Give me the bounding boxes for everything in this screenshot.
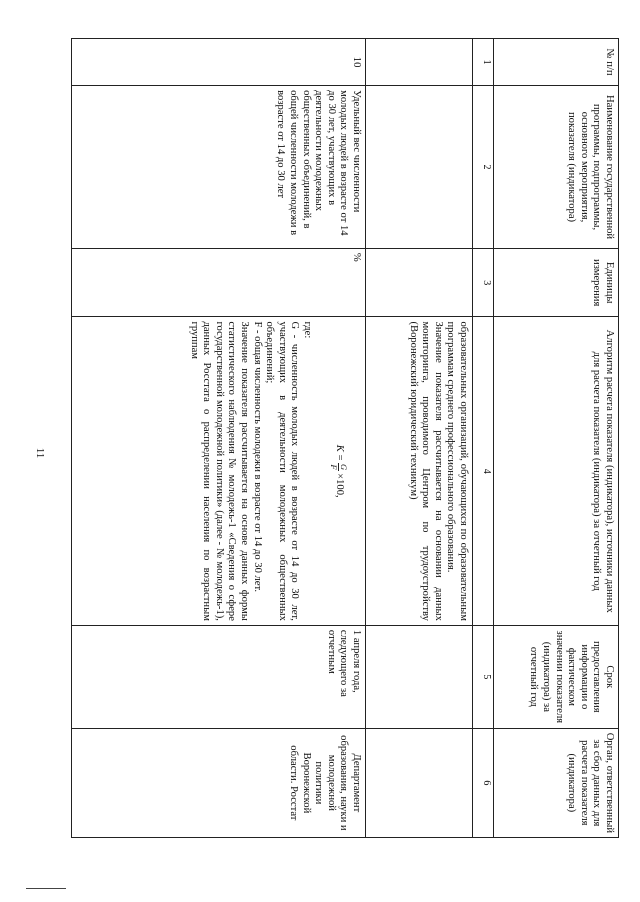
- indicator-table: [71, 38, 619, 838]
- column-numbers-row: [473, 39, 494, 838]
- formula-denominator: F: [329, 464, 339, 470]
- cell-empty: [366, 248, 473, 317]
- cell-empty: [366, 39, 473, 86]
- cell-empty: [366, 86, 473, 249]
- table-row-10: [72, 39, 366, 838]
- cell-empty: [366, 625, 473, 728]
- formula-fraction: [329, 463, 348, 471]
- header-algorithm: Алгоритм расчета показателя (индикатора), источники данных для расчета показателя (индикатора) за отчетный год: [494, 317, 619, 625]
- page-number: 11: [34, 447, 46, 459]
- header-num: № п/п: [494, 39, 619, 86]
- cell-row-number: 10: [72, 39, 366, 86]
- algorithm-line: F - общая численность молодежи в возрасте от 14 до 30 лет.: [251, 321, 263, 592]
- column-number: 2: [473, 86, 494, 249]
- cell-empty: [366, 728, 473, 837]
- cell-deadline: 1 апреля года, следующего за отчетным: [72, 625, 366, 728]
- column-number: 5: [473, 625, 494, 728]
- formula-lhs: K: [333, 444, 345, 452]
- formula: K = G F ×100,: [329, 444, 349, 498]
- cell-unit: %: [72, 248, 366, 317]
- header-name: Наименование государственной программы, подпрограммы, основного мероприятия, показателя (индикатора): [494, 86, 619, 249]
- cell-algorithm-continuation: образовательных организаций, обучающихся по образовательным программам среднего профессионального образования. Значение показателя рассчитывается на основании данных мониторинга, проводимого Центром по трудоустройству (Воронежский юридический техникум): [366, 317, 473, 625]
- formula-tail: ×100,: [333, 473, 345, 498]
- table-frame: [71, 38, 619, 838]
- column-number: 6: [473, 728, 494, 837]
- cell-algorithm: [72, 317, 366, 625]
- header-deadline: Срок предоставления информации о фактическом значении показателя (индикатора) за отчетный год: [494, 625, 619, 728]
- header-unit: Единицы измерения: [494, 248, 619, 317]
- header-responsible: Орган, ответственный за сбор данных для расчета показателя (индикатора): [494, 728, 619, 837]
- algorithm-line: G - численность молодых людей в возрасте от 14 до 30 лет, участвующих в деятельности молодежных общественных объединений;: [264, 321, 301, 621]
- column-number: 3: [473, 248, 494, 317]
- bottom-rule: [26, 888, 66, 889]
- table-header-row: [494, 39, 619, 838]
- table-row-continuation: [366, 39, 473, 838]
- rotated-table-container: [71, 38, 619, 838]
- cell-responsible: Департамент образования, науки и молодежной политики Воронежской области. Росстат: [72, 728, 366, 837]
- cell-indicator-name: Удельный вес численности молодых людей в возрасте от 14 до 30 лет, участвующих в деятельности молодежных общественных объединений, в общей численности молодежи в возрасте от 14 до 30 лет: [72, 86, 366, 249]
- column-number: 1: [473, 39, 494, 86]
- algorithm-line: Значение показателя рассчитывается на основе данных формы статистического наблюдения № молодежь-1 «Сведения о сфере государственной молодежной политики» (далее - № молодежь-1), данных Росстата о распределении населения по возрастным группам: [188, 321, 251, 621]
- formula-numerator: G: [339, 463, 349, 471]
- column-number: 4: [473, 317, 494, 625]
- where-label: где:: [302, 321, 313, 339]
